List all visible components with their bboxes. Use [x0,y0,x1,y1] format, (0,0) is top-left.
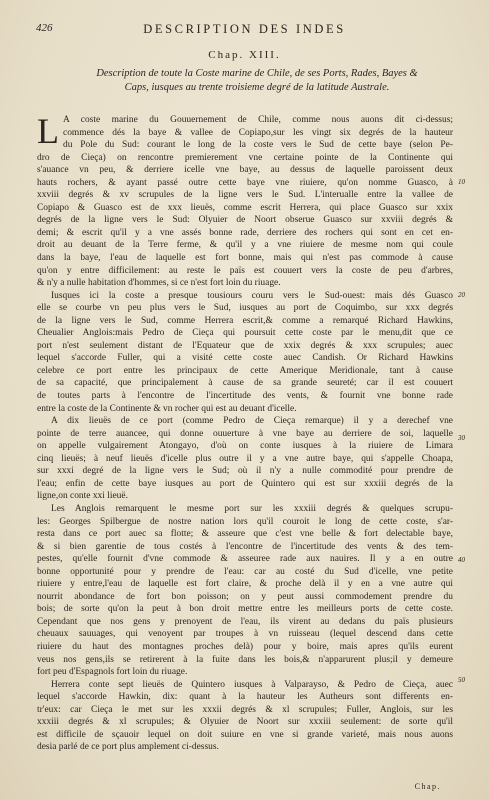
text-line: pestes, qu'elle fournit d'vne commode & asseuree rade aux nauires. Il y a en outre [37,554,453,565]
text-line: port n'est seulement distant de l'Equateur que de xxix degrés & xxx scrupules; auec [37,340,453,351]
text-line: A coste marine du Gouuernement de Chile, comme nous auons dit ci-dessus; [63,115,453,125]
text-line: resta dans ce port auec sa flotte; & asseure que c'est vne belle & fort delectable baye, [37,529,453,540]
text-line: tr'eux: car Cieça le met sur les xxxii degrés & xl scrupules; Fuller, Anglois, sur les [37,704,453,715]
text-line: & si bien garentie de tous costés à l'encontre de l'incertitude des vents & des tem- [37,541,453,552]
paragraph [37,503,453,679]
text-line: Copiapo & Guasco est de xxx lieuës, comme escrit Herrera, qui place Guasco sur xxix [37,202,453,213]
text-line: du Pole du Sud: courant le long de la coste vers le Sud de cette baye (selon Pe- [63,140,453,151]
text-line: dans la baye, l'eau de laquelle est fort bonne, mais qui n'est pas commode à cause [37,253,453,264]
running-title: DESCRIPTION DES INDES [143,22,346,36]
text-line: hauts rochers, & ayant passé outre cette baye vne riuiere, qu'on nomme Guasco, à [37,177,453,188]
text-line: dro de Cieça) on rencontre premierement vne certaine pointe de la Continente qui [37,152,453,163]
text-line: degrés de la ligne vers le Sud: Olyuier de Noort obserue Guasco sur xxviii degrés & [37,215,453,226]
text-line: l'eau; enfin de cette baye iusques au port de Quintero qui est sur xxxiii degrés de la [37,478,453,489]
text-line: cinq lieuës; à neuf lieuës d'icelle plus outre il y a vne autre baye, qui s'appelle Choapa, [37,453,453,464]
text-line: Herrera conte sept lieuës de Quintero iusques à Valparayso, & Pedro de Cieça, auec [51,679,453,690]
text-line: de toutes parts à l'encontre de l'incertitude des vents, & fournit vne bonne rade [37,391,453,402]
chapter-title-line: Caps, iusques au trente troisieme degré de la latitude Australe. [124,82,390,93]
text-line: veus nos gens,ils se retirerent à la fuite dans les bois,& n'apparurent plus;il y demeure [37,654,453,665]
text-line: desia parlé de ce port plus amplement ci-dessus. [37,742,219,753]
line-number-marginal: 50 [458,676,465,684]
chapter-title-line: Description de toute la Coste marine de Chile, de ses Ports, Rades, Bayes & [96,68,418,79]
paragraph [37,290,453,415]
text-line: celebre ce port entre les principaux de cette Amerique Meridionale, tant à cause [37,365,453,376]
text-line: elle se courbe vn peu plus vers le Sud, iusques au port de Coquimbo, sur xxx degrés [37,303,453,314]
catchword: Chap. [414,782,441,791]
text-line: on appelle vulgairement Atongayo, d'où on conte iusques à la riuiere de Limara [37,441,453,452]
text-line: riuiere du haut des montagnes proches delà) pour y boire, mais apres qu'ils eurent [37,641,453,652]
text-line: bois; de sorte qu'on la peut à bon droit mettre entre les meilleurs ports de cette coste. [37,604,453,615]
paragraph [37,679,453,754]
text-line: bonne opportunité pour y prendre de l'eau: car au costé du Sud d'icelle, vne petite [37,566,453,577]
text-line: ligne,on conte xxi lieuë. [37,491,128,502]
line-number-marginal: 30 [458,434,465,442]
line-number-marginal: 20 [458,291,465,299]
text-line: commence dés la baye & vallee de Copiapo,sur les vingt six degrés de la hauteur [63,127,453,138]
text-line: lequel s'accorde Fuller, qui a visité cette coste auec Candish. Or Richard Hawkins [37,353,453,364]
chapter-title [70,67,444,95]
text-line: les: Georges Spilbergue de nostre nation lors qu'il couroit le long de cette coste, s'ar- [37,516,453,527]
line-number-marginal: 40 [458,556,465,564]
text-line: A dix lieuës de ce port (comme Pedro de Cieça remarque) il y a derechef vne [51,416,453,427]
line-number-marginal: 10 [458,178,465,186]
text-line: de la ligne vers le Sud, comme Herrera escrit,& comme a remarqué Richard Hawkins, [37,315,453,326]
text-line: Cheualier Anglois:mais Pedro de Cieça qui poursuit cette coste par le menu,dit que ce [37,328,453,339]
body-text [37,111,453,754]
text-line: sur xxxi degré de la ligne vers le Sud; où il n'y a nulle commodité pour prendre de [37,466,453,477]
paragraph [37,111,453,290]
text-line: pointe de terre auancee, qui donne ouuerture à vne baye au derriere de soi, laquelle [37,428,453,439]
text-line: demi; & escrit qu'il y a vne assés bonne rade, derriere des rochers qui sont en cet en- [37,227,453,238]
page-header [36,22,453,40]
text-line: xxviii degrés & xv scrupules de la ligne vers le Sud. L'interualle entre la vallee de [37,190,453,201]
text-line: entre la coste de la Continente & vn rocher qui est au deuant d'icelle. [37,403,297,414]
text-line: lequel s'accorde Hawkin, dix: quant à la hauteur les Autheurs sont differents en- [37,692,453,703]
text-line: Cependant que nos gens y prenoyent de l'eau, ils virent au dedans du païs plusieurs [37,616,453,627]
text-line: & n'y a nulle habitation d'hommes, si ce n'est fort loin du riuage. [37,278,281,289]
text-line: droit au deuant de la Terre ferme, & qu'il y a vne riuiere de mesme nom qui coule [37,240,453,251]
text-line: nourrit abondance de fort bon poisson; on y peut aussi commodement prendre du [37,591,453,602]
text-line: qu'on y entre difficilement: au reste le païs est couuert vers la coste de peu d'arbres, [37,265,453,276]
text-line: xxxiii degrés & xl scrupules; & Olyuier de Noort sur xxxiii seulement: de sorte qu'il [37,717,453,728]
text-line: Les Anglois remarquent le mesme port sur les xxxiii degrés & quelques scrupu- [51,503,453,514]
text-line: riuiere y entre,l'eau de laquelle est fort claire, & proche delà il y en a vne autre qui [37,579,453,590]
page-number: 426 [36,22,53,34]
text-line: fort peu d'Espagnols fort loin du riuage. [37,667,188,678]
text-line: Iusques ici la coste a presque tousiours couru vers le Sud-ouest: mais dés Guasco [51,290,453,301]
text-line: est difficile de sçauoir lequel on doit suiure en vne si grande varieté, mais nous auons [37,729,453,740]
chapter-heading: Chap. XIII. [208,49,281,61]
text-line: de sa capacité, que principalement à cause de sa grande seureté; car il est couuert [37,378,453,389]
text-line: cheuaux sauuages, qui venoyent par troupes à vn ruisseau (lequel descend dans cette [37,629,453,640]
text-line: s'auance vn peu, & derriere icelle vne baye, au dessus de laquelle paroissent deux [37,165,453,176]
paragraph [37,415,453,503]
drop-cap: L [37,111,59,151]
